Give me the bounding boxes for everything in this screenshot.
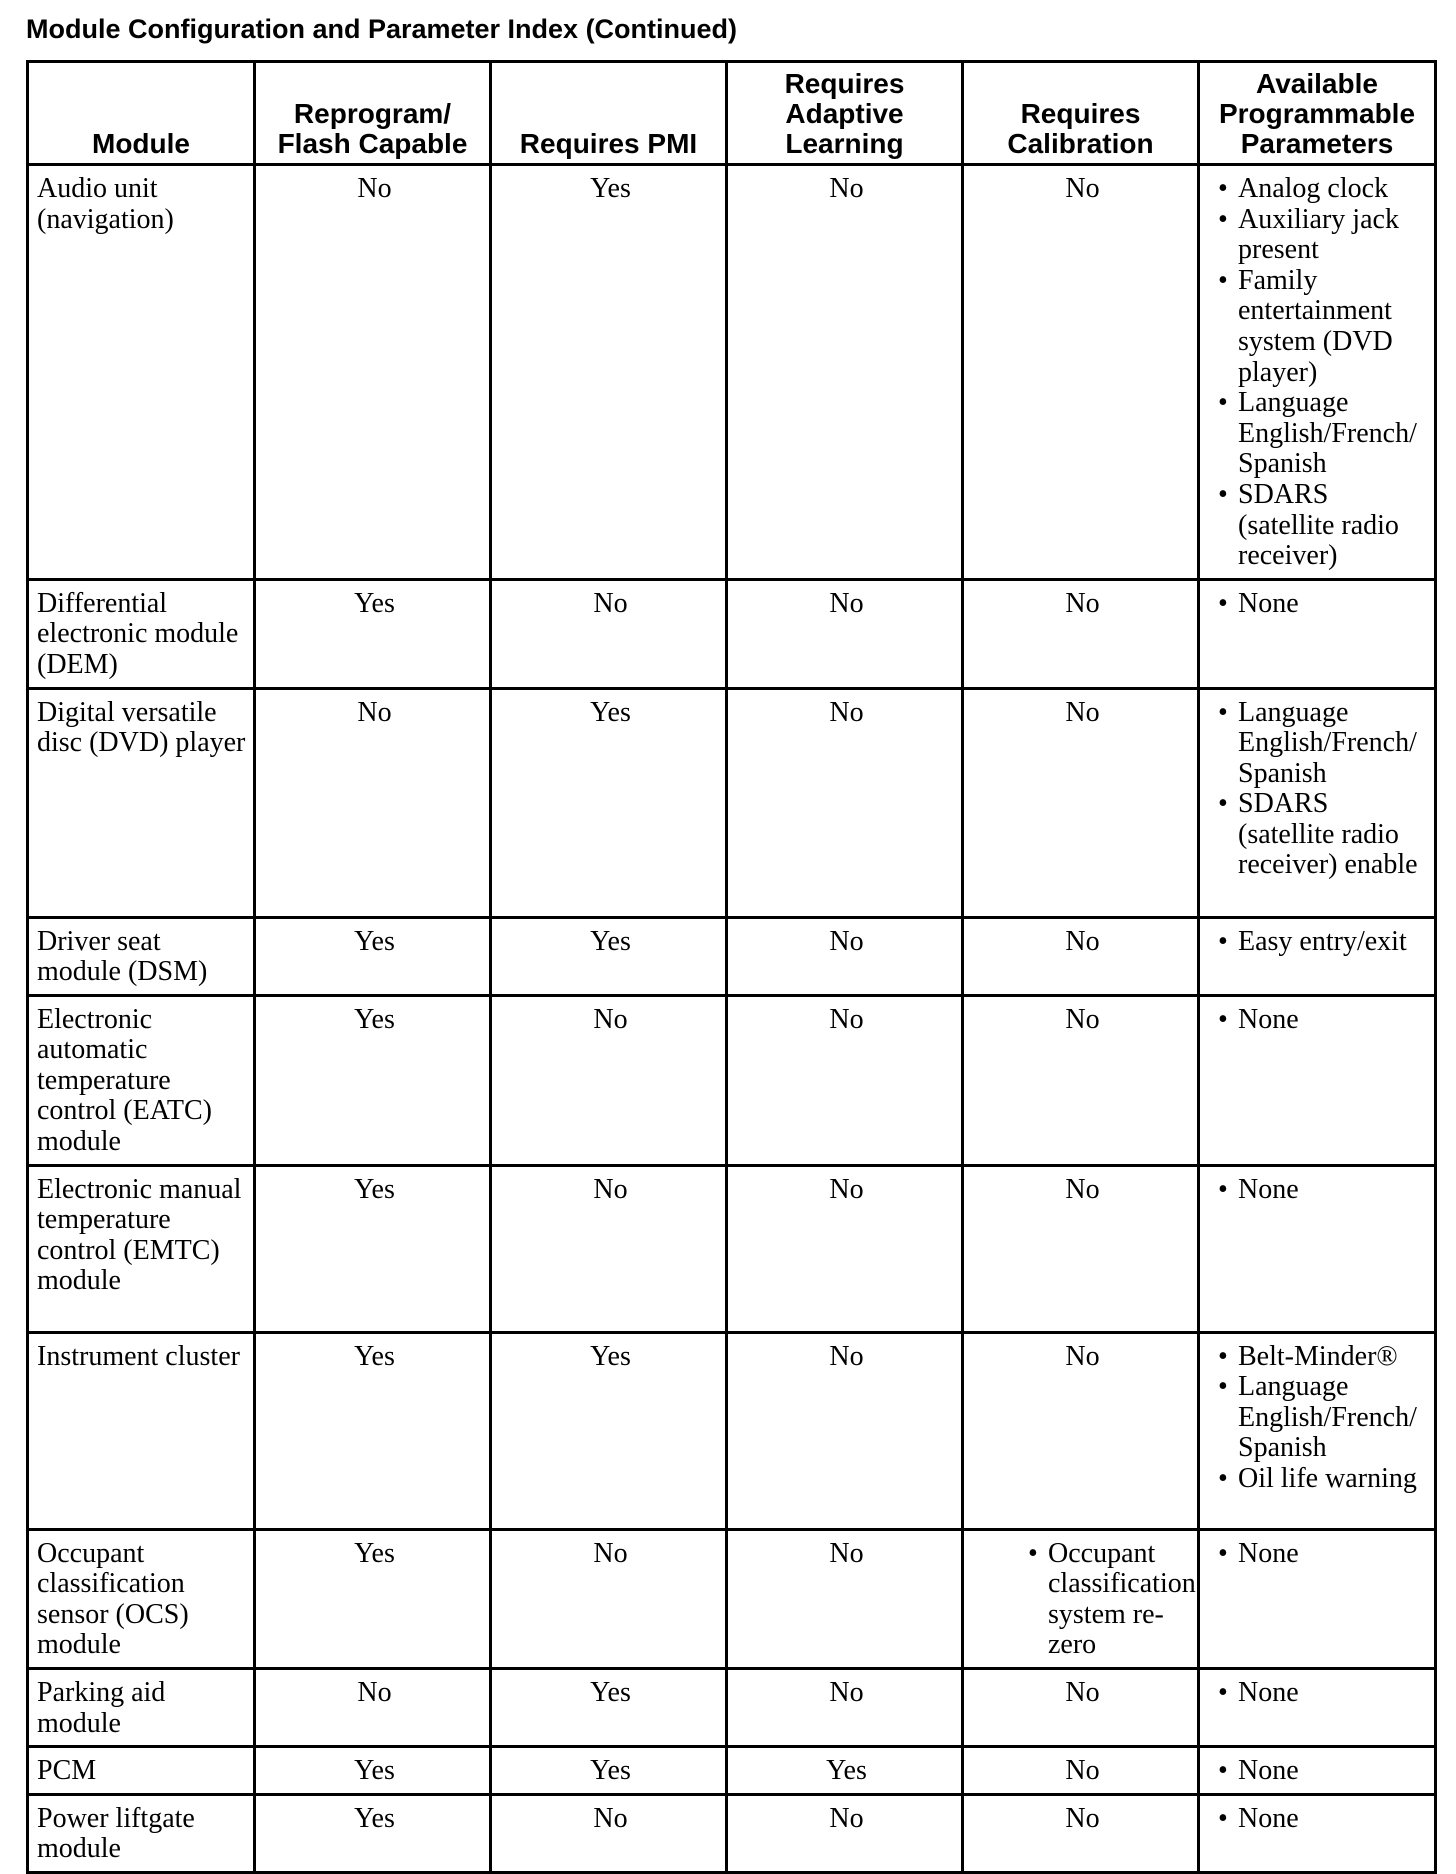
cell-parameters (1199, 1165, 1436, 1332)
cell-module: Audio unit (navigation) (28, 165, 255, 580)
cell-pmi: No (491, 995, 727, 1165)
cell-adaptive: No (727, 1529, 963, 1668)
cell-calibration: No (963, 1332, 1199, 1529)
cell-pmi: Yes (491, 1669, 727, 1747)
header-pmi: Requires PMI (491, 62, 727, 165)
bullet-icon: • (1218, 387, 1228, 419)
cell-parameters (1199, 1332, 1436, 1529)
list-item: • Auxiliary jack present (1218, 203, 1399, 266)
list-item: • Language English/French/ Spanish (1218, 696, 1417, 789)
cell-adaptive: No (727, 579, 963, 688)
module-parameter-table (26, 60, 1437, 1874)
bullet-icon: • (1218, 1173, 1228, 1205)
table-row (28, 165, 1436, 580)
bullet-icon: • (1218, 173, 1228, 204)
cell-adaptive: No (727, 1332, 963, 1529)
bullet-icon: • (1218, 1537, 1228, 1569)
cell-pmi: Yes (491, 1747, 727, 1795)
parameter-list (1208, 1005, 1430, 1036)
cell-module: Power liftgate module (28, 1794, 255, 1872)
cell-calibration: No (963, 579, 1199, 688)
header-parameters: Available Programmable Parameters (1199, 62, 1436, 165)
list-item: • None (1218, 1537, 1299, 1569)
bullet-icon: • (1218, 788, 1228, 820)
bullet-icon: • (1218, 925, 1228, 957)
list-item: • None (1218, 1755, 1299, 1787)
table-row (28, 688, 1436, 917)
cell-adaptive: No (727, 1794, 963, 1872)
cell-calibration: No (963, 1747, 1199, 1795)
cell-adaptive: No (727, 1165, 963, 1332)
cell-pmi: No (491, 1794, 727, 1872)
cell-calibration: No (963, 1165, 1199, 1332)
parameter-list (1208, 174, 1430, 572)
list-item: • SDARS (satellite radio receiver) (1218, 478, 1399, 572)
cell-module: Digital versatile disc (DVD) player (28, 688, 255, 917)
parameter-list (1208, 1678, 1430, 1709)
bullet-icon: • (1218, 203, 1228, 235)
list-item: • None (1218, 587, 1299, 619)
cell-calibration: No (963, 688, 1199, 917)
cell-calibration (963, 1529, 1199, 1668)
list-item: • Family entertainment system (DVD player) (1218, 264, 1393, 388)
table-row (28, 1529, 1436, 1668)
list-item: • Language English/French/ Spanish (1218, 387, 1417, 480)
bullet-icon: • (1028, 1537, 1038, 1569)
cell-reprogram: Yes (255, 1165, 491, 1332)
table-row (28, 1332, 1436, 1529)
bullet-icon: • (1218, 1003, 1228, 1035)
parameter-list (1208, 1756, 1430, 1787)
cell-module: Occupant classification sensor (OCS) module (28, 1529, 255, 1668)
cell-adaptive: No (727, 917, 963, 995)
header-module: Module (28, 62, 255, 165)
parameter-list (1208, 1804, 1430, 1835)
cell-module: Electronic manual temperature control (EMTC) module (28, 1165, 255, 1332)
parameter-list (1208, 1539, 1430, 1570)
list-item: • Belt-Minder® (1218, 1340, 1398, 1372)
table-row (28, 1794, 1436, 1872)
cell-reprogram: Yes (255, 1794, 491, 1872)
cell-pmi: Yes (491, 688, 727, 917)
header-reprogram: Reprogram/ Flash Capable (255, 62, 491, 165)
cell-calibration: No (963, 995, 1199, 1165)
cell-parameters (1199, 165, 1436, 580)
cell-adaptive: No (727, 1669, 963, 1747)
page-title: Module Configuration and Parameter Index (Continued) (26, 14, 738, 44)
cell-calibration: No (963, 1669, 1199, 1747)
parameter-list (1208, 698, 1430, 882)
cell-parameters (1199, 995, 1436, 1165)
list-item: • None (1218, 1802, 1299, 1834)
cell-parameters (1199, 1747, 1436, 1795)
list-item: • None (1218, 1173, 1299, 1205)
cell-pmi: Yes (491, 165, 727, 580)
header-adaptive: Requires Adaptive Learning (727, 62, 963, 165)
bullet-icon: • (1218, 264, 1228, 296)
cell-reprogram: No (255, 1669, 491, 1747)
list-item: • Language English/French/ Spanish (1218, 1371, 1417, 1464)
cell-pmi: No (491, 1165, 727, 1332)
cell-module: PCM (28, 1747, 255, 1795)
table-row (28, 579, 1436, 688)
cell-reprogram: Yes (255, 917, 491, 995)
header-row (28, 62, 1436, 165)
bullet-icon: • (1218, 1371, 1228, 1403)
cell-reprogram: Yes (255, 1332, 491, 1529)
bullet-icon: • (1218, 1755, 1228, 1787)
cell-adaptive: No (727, 165, 963, 580)
table-row (28, 917, 1436, 995)
list-item: • SDARS (satellite radio receiver) enable (1218, 788, 1418, 881)
cell-parameters (1199, 688, 1436, 917)
cell-parameters (1199, 1529, 1436, 1668)
list-item: • Analog clock (1218, 173, 1389, 204)
cell-parameters (1199, 579, 1436, 688)
cell-adaptive: No (727, 688, 963, 917)
list-item: • Easy entry/exit (1218, 925, 1407, 957)
cell-adaptive: Yes (727, 1747, 963, 1795)
parameter-list (1208, 589, 1430, 620)
list-item: • None (1218, 1677, 1299, 1709)
cell-calibration: No (963, 165, 1199, 580)
bullet-icon: • (1218, 478, 1228, 510)
calibration-list (1018, 1537, 1196, 1661)
cell-parameters (1199, 917, 1436, 995)
cell-module: Parking aid module (28, 1669, 255, 1747)
bullet-icon: • (1218, 696, 1228, 728)
bullet-icon: • (1218, 1802, 1228, 1834)
table-row (28, 1165, 1436, 1332)
cell-reprogram: Yes (255, 1747, 491, 1795)
parameter-list (1208, 1175, 1430, 1206)
cell-module: Driver seat module (DSM) (28, 917, 255, 995)
table-row (28, 995, 1436, 1165)
cell-reprogram: Yes (255, 579, 491, 688)
header-calibration: Requires Calibration (963, 62, 1199, 165)
table-row (28, 1747, 1436, 1795)
bullet-icon: • (1218, 1340, 1228, 1372)
cell-module: Differential electronic module (DEM) (28, 579, 255, 688)
cell-module: Instrument cluster (28, 1332, 255, 1529)
bullet-icon: • (1218, 1677, 1228, 1709)
cell-pmi: No (491, 1529, 727, 1668)
cell-pmi: No (491, 579, 727, 688)
list-item: • Occupant classification system re-zero (1028, 1537, 1196, 1661)
cell-pmi: Yes (491, 1332, 727, 1529)
list-item: • Oil life warning (1218, 1463, 1417, 1495)
list-item: • None (1218, 1003, 1299, 1035)
cell-reprogram: No (255, 165, 491, 580)
bullet-icon: • (1218, 1463, 1228, 1495)
cell-pmi: Yes (491, 917, 727, 995)
parameter-list (1208, 927, 1430, 958)
cell-calibration: No (963, 1794, 1199, 1872)
cell-reprogram: Yes (255, 995, 491, 1165)
parameter-list (1208, 1342, 1430, 1495)
cell-parameters (1199, 1794, 1436, 1872)
cell-reprogram: No (255, 688, 491, 917)
cell-calibration: No (963, 917, 1199, 995)
cell-module: Electronic automatic temperature control (EATC) module (28, 995, 255, 1165)
bullet-icon: • (1218, 587, 1228, 619)
cell-adaptive: No (727, 995, 963, 1165)
cell-reprogram: Yes (255, 1529, 491, 1668)
table-row (28, 1669, 1436, 1747)
cell-parameters (1199, 1669, 1436, 1747)
